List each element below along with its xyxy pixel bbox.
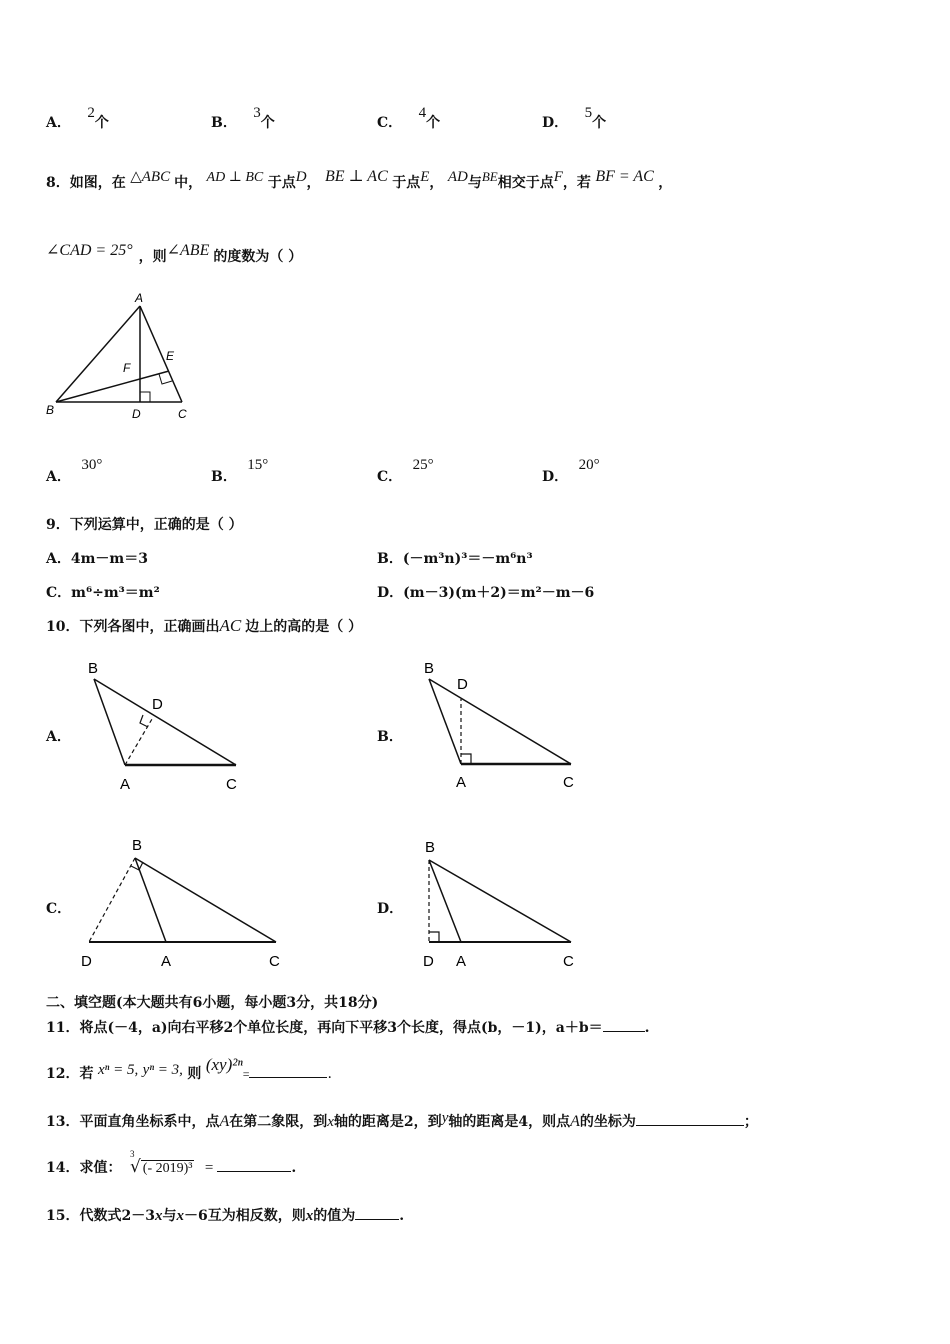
- label-d: D: [152, 696, 163, 713]
- option-text: m⁶÷m³＝m²: [71, 585, 160, 601]
- label-b: B: [88, 660, 99, 677]
- q10-figure-b: [415, 655, 585, 795]
- math-expr: AC: [219, 616, 242, 635]
- label-a: A: [135, 291, 144, 305]
- answer-blank[interactable]: [217, 1157, 291, 1172]
- math-expr: E: [420, 169, 430, 185]
- label-b: B: [46, 403, 55, 417]
- side-bc: [94, 679, 236, 765]
- option-letter: A．: [46, 469, 71, 485]
- q11: [46, 1017, 650, 1037]
- label-d: D: [81, 953, 92, 970]
- math-expr: x: [154, 1208, 163, 1224]
- dashed-height: [125, 719, 152, 765]
- q14: [46, 1149, 297, 1177]
- q14-end: .: [291, 1160, 297, 1176]
- stem-text: 的度数为（ ）: [213, 249, 303, 265]
- question-number: 8．: [46, 175, 70, 191]
- stem-text: 与: [162, 1208, 177, 1224]
- right-angle-mark: [461, 754, 471, 764]
- option-text: 4m－m＝3: [70, 551, 148, 567]
- side-ac: [140, 306, 182, 402]
- q10-option-d: D．: [377, 901, 404, 917]
- math-expr: A: [219, 1113, 230, 1130]
- altitude-be: [56, 371, 169, 402]
- stem-text: 10．下列各图中，正确画出: [46, 619, 220, 635]
- q8-stem-line2: [46, 242, 303, 266]
- option-value: 2: [87, 105, 95, 121]
- q8-stem-line1: [46, 168, 673, 192]
- math-expr: AD: [447, 169, 468, 185]
- q7-option-b: [211, 105, 275, 132]
- side-ba: [135, 858, 166, 942]
- stem-text: 轴的距离是4，则点: [448, 1114, 571, 1130]
- q8-option-c: [377, 457, 434, 486]
- stem-text: 则: [187, 1066, 202, 1082]
- option-letter: C．: [377, 469, 403, 485]
- q8-option-d: [542, 457, 600, 486]
- section-2-header: 二、填空题(本大题共有6小题，每小题3分，共18分): [46, 995, 379, 1011]
- q9-option-c: [46, 582, 160, 602]
- option-text: (m－3)(m＋2)＝m²－m－6: [403, 585, 595, 601]
- math-expr: A: [570, 1113, 580, 1130]
- q13-end: ；: [743, 1114, 758, 1130]
- math-expr: x: [305, 1208, 314, 1224]
- stem-text: 与: [467, 175, 482, 191]
- stem-text: 的坐标为: [579, 1114, 636, 1130]
- label-c: C: [563, 774, 574, 791]
- q10-figure-d: [415, 830, 585, 975]
- label-a: A: [161, 953, 172, 970]
- answer-blank[interactable]: [355, 1205, 399, 1220]
- q11-end: .: [644, 1020, 650, 1036]
- q8-triangle-figure: [40, 288, 200, 423]
- side-ba: [94, 679, 125, 765]
- q15: [46, 1205, 404, 1225]
- side-bc: [135, 858, 276, 942]
- stem-text: 相交于点: [497, 175, 554, 191]
- stem-text: ，则: [138, 249, 167, 265]
- answer-blank[interactable]: [603, 1017, 645, 1032]
- stem-text: 中，: [174, 175, 203, 191]
- option-unit: 个: [260, 115, 275, 131]
- label-e: E: [166, 349, 175, 363]
- math-expr: D: [295, 169, 307, 185]
- math-expr: BF = AC: [595, 168, 654, 185]
- math-expr: x: [327, 1114, 334, 1130]
- math-expr: y: [441, 1110, 449, 1126]
- stem-text: ，若: [562, 175, 591, 191]
- q13: [46, 1111, 758, 1131]
- q15-end: .: [399, 1208, 405, 1224]
- option-letter: A．: [46, 551, 71, 567]
- label-f: F: [123, 361, 131, 375]
- label-a: A: [456, 953, 467, 970]
- right-angle-mark: [140, 715, 148, 727]
- q9-option-a: [46, 548, 148, 568]
- math-expr: BE: [481, 169, 498, 184]
- option-value: 4: [418, 105, 427, 121]
- option-value: 20°: [578, 457, 600, 473]
- math-expr: F: [553, 169, 563, 185]
- option-text: (－m³n)³＝－m⁶n³: [402, 551, 533, 567]
- option-value: 15°: [247, 457, 269, 473]
- stem-text: 于点: [392, 175, 421, 191]
- option-letter: C．: [377, 115, 403, 131]
- option-value: 25°: [412, 457, 434, 473]
- option-letter: B．: [211, 469, 237, 485]
- label-a: A: [456, 774, 467, 791]
- option-letter: D．: [542, 469, 569, 485]
- root-index: 3: [129, 1149, 135, 1159]
- stem-text: 在第二象限，到: [229, 1114, 328, 1130]
- stem-text: 如图，在: [69, 175, 126, 191]
- label-d: D: [423, 953, 434, 970]
- stem-text: 轴的距离是2，到: [333, 1114, 442, 1130]
- equals-sign: =: [204, 1160, 214, 1176]
- dashed-height: [89, 858, 135, 942]
- side-ab: [56, 306, 140, 402]
- q10-option-b: B．: [377, 729, 403, 745]
- label-b: B: [424, 660, 435, 677]
- side-bc: [429, 679, 571, 764]
- q7-option-a: [46, 105, 109, 132]
- q11-text: 11．将点(－4，a)向右平移2个单位长度，再向下平移3个长度，得点(b，－1)，a＋b＝: [46, 1020, 603, 1036]
- option-value: 5: [584, 105, 593, 121]
- side-ba: [429, 860, 461, 942]
- math-expr: ∠CAD = 25°: [46, 242, 133, 259]
- q8-option-b: [211, 457, 269, 486]
- label-b: B: [425, 839, 436, 856]
- label-a: A: [120, 776, 131, 793]
- q12: [46, 1055, 332, 1083]
- math-expr: AD ⊥ BC: [206, 170, 264, 185]
- option-unit: 个: [94, 115, 109, 131]
- stem-text: ，: [658, 175, 673, 191]
- q10-stem: [46, 616, 362, 636]
- equals-sign: =: [242, 1067, 250, 1081]
- stem-text: ，: [306, 175, 321, 191]
- radical-sign: √: [129, 1157, 141, 1177]
- q12-end: .: [327, 1066, 332, 1082]
- option-letter: B．: [377, 551, 403, 567]
- answer-blank[interactable]: [636, 1111, 744, 1126]
- option-letter: D．: [377, 585, 404, 601]
- math-expr: BE ⊥ AC: [325, 168, 388, 185]
- stem-text: 13．平面直角坐标系中，点: [46, 1114, 220, 1130]
- math-expr: x: [176, 1208, 184, 1224]
- label-b: B: [132, 837, 143, 854]
- stem-text: 12．若: [46, 1066, 94, 1082]
- label-c: C: [178, 407, 187, 421]
- option-letter: C．: [46, 585, 72, 601]
- q9-option-b: [377, 548, 533, 568]
- q10-option-a: A．: [46, 729, 71, 745]
- q10-option-c: C．: [46, 901, 72, 917]
- label-d: D: [132, 407, 141, 421]
- math-expr: xⁿ = 5,: [97, 1062, 139, 1078]
- math-expr: ∠ABE: [166, 242, 210, 259]
- option-letter: A．: [46, 115, 71, 131]
- math-expr: △ABC: [130, 169, 171, 185]
- q9-option-d: [377, 582, 594, 602]
- q9-stem: 9．下列运算中，正确的是（ ）: [46, 517, 243, 533]
- stem-text: 的值为: [313, 1208, 356, 1224]
- radicand: (- 2019)³: [142, 1161, 193, 1176]
- stem-text: ，: [429, 175, 444, 191]
- q7-option-d: [542, 105, 607, 132]
- math-expr: (xy)²ⁿ: [205, 1055, 243, 1074]
- answer-blank[interactable]: [249, 1063, 327, 1078]
- q8-option-a: [46, 457, 103, 486]
- label-c: C: [269, 953, 280, 970]
- option-value: 30°: [81, 457, 103, 473]
- right-angle-mark: [429, 932, 439, 942]
- label-d: D: [457, 676, 468, 693]
- q10-figure-a: [80, 655, 250, 795]
- option-value: 3: [253, 105, 261, 121]
- label-c: C: [226, 776, 237, 793]
- option-letter: D．: [542, 115, 569, 131]
- math-expr: yⁿ = 3,: [142, 1062, 183, 1078]
- stem-text: －6互为相反数，则: [183, 1208, 306, 1224]
- stem-text: 15．代数式2－3: [46, 1208, 155, 1224]
- option-letter: B．: [211, 115, 237, 131]
- stem-text: 于点: [267, 175, 296, 191]
- side-bc: [429, 860, 571, 942]
- option-unit: 个: [592, 115, 607, 131]
- q10-figure-c: [75, 830, 295, 975]
- stem-text: 14．求值：: [46, 1160, 122, 1176]
- cube-root-expression: [129, 1149, 195, 1177]
- label-c: C: [563, 953, 574, 970]
- right-angle-d: [140, 392, 150, 402]
- q7-option-c: [377, 105, 441, 132]
- stem-text: 边上的高的是（ ）: [245, 619, 363, 635]
- option-unit: 个: [426, 115, 441, 131]
